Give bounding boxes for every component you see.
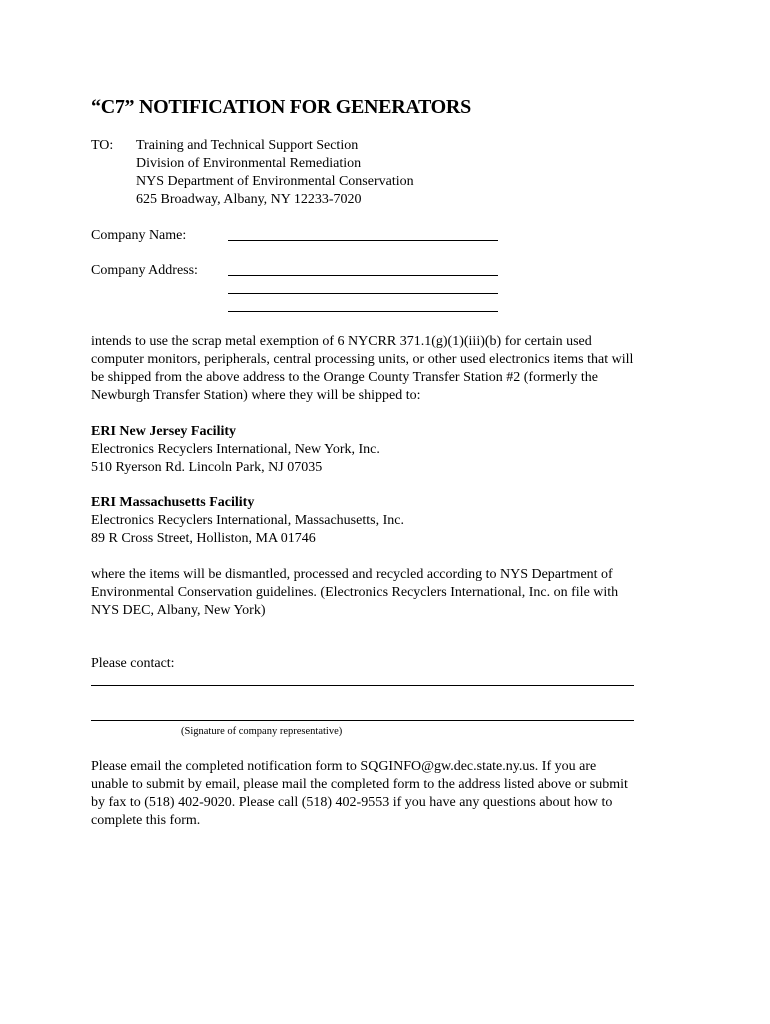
- paragraph-line: intends to use the scrap metal exemption of 6 NYCRR 371.1(g)(1)(iii)(b) for certain used: [91, 334, 592, 349]
- facility-heading: ERI New Jersey Facility: [91, 424, 237, 439]
- facility-line: Electronics Recyclers International, Massachusetts, Inc.: [91, 513, 404, 528]
- recipient-line: 625 Broadway, Albany, NY 12233-7020: [136, 192, 362, 207]
- paragraph-line: unable to submit by email, please mail the completed form to the address listed above or submit: [91, 777, 628, 792]
- paragraph-line: Environmental Conservation guidelines. (Electronics Recyclers International, Inc. on file with: [91, 585, 619, 600]
- facility-massachusetts: [91, 494, 691, 548]
- recipient-line: Division of Environmental Remediation: [136, 156, 362, 171]
- paragraph-line: where the items will be dismantled, processed and recycled according to NYS Department of: [91, 567, 613, 582]
- paragraph-line: Please email the completed notification form to SQGINFO@gw.dec.state.ny.us. If you are: [91, 759, 597, 774]
- recipient-line: NYS Department of Environmental Conservation: [136, 174, 414, 189]
- paragraph-line: by fax to (518) 402-9020. Please call (518) 402-9553 if you have any questions about how to: [91, 795, 613, 810]
- company-name-field[interactable]: [228, 240, 498, 241]
- recipient-address: [136, 137, 414, 209]
- facility-new-jersey: [91, 423, 691, 477]
- company-address-field-line-1[interactable]: [228, 275, 498, 276]
- signature-line[interactable]: [91, 720, 634, 721]
- facility-line: 89 R Cross Street, Holliston, MA 01746: [91, 531, 316, 546]
- paragraph-line: Newburgh Transfer Station) where they will be shipped to:: [91, 388, 421, 403]
- to-label: TO:: [91, 138, 114, 153]
- intro-paragraph: [91, 333, 691, 405]
- paragraph-line: be shipped from the above address to the Orange County Transfer Station #2 (formerly the: [91, 370, 599, 385]
- paragraph-line: complete this form.: [91, 813, 201, 828]
- contact-field[interactable]: [91, 685, 634, 686]
- company-address-field-line-3[interactable]: [228, 311, 498, 312]
- company-address-field-line-2[interactable]: [228, 293, 498, 294]
- company-name-label: Company Name:: [91, 228, 187, 243]
- facility-heading: ERI Massachusetts Facility: [91, 495, 255, 510]
- paragraph-line: NYS DEC, Albany, New York): [91, 603, 266, 618]
- form-title: “C7” NOTIFICATION FOR GENERATORS: [91, 96, 471, 118]
- closing-paragraph: [91, 758, 691, 830]
- signature-caption: (Signature of company representative): [181, 726, 343, 737]
- recipient-line: Training and Technical Support Section: [136, 138, 359, 153]
- company-address-label: Company Address:: [91, 263, 198, 278]
- facility-line: Electronics Recyclers International, New York, Inc.: [91, 442, 380, 457]
- processing-paragraph: [91, 566, 691, 620]
- facility-line: 510 Ryerson Rd. Lincoln Park, NJ 07035: [91, 460, 323, 475]
- contact-label: Please contact:: [91, 656, 175, 671]
- paragraph-line: computer monitors, peripherals, central processing units, or other used electronics items that will: [91, 352, 634, 367]
